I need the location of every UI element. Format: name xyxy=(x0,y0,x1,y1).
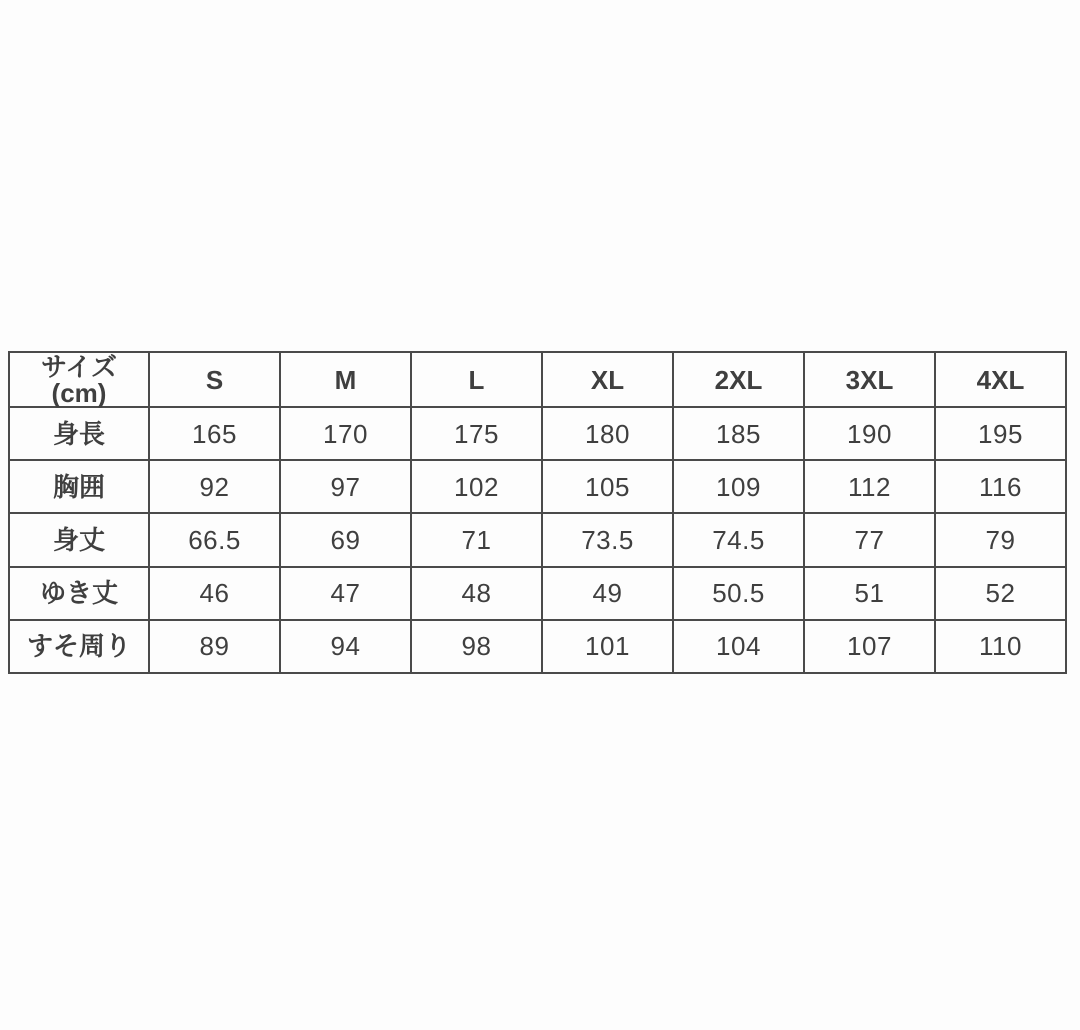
cell-chest-l: 102 xyxy=(411,460,542,513)
header-cell-size-unit: サイズ (cm) xyxy=(9,352,149,407)
table-row-hem xyxy=(9,620,1066,673)
row-label-chest: 胸囲 xyxy=(9,460,149,513)
cell-chest-s: 92 xyxy=(149,460,280,513)
size-chart-table xyxy=(8,351,1067,674)
cell-hem-l: 98 xyxy=(411,620,542,673)
cell-hem-s: 89 xyxy=(149,620,280,673)
cell-body-length-xl: 73.5 xyxy=(542,513,673,566)
row-label-body-length: 身丈 xyxy=(9,513,149,566)
cell-height-xl: 180 xyxy=(542,407,673,460)
cell-hem-xl: 101 xyxy=(542,620,673,673)
table-row-sleeve-length xyxy=(9,567,1066,620)
header-cell-size-xl: XL xyxy=(542,352,673,407)
table-row-body-length xyxy=(9,513,1066,566)
row-label-hem: すそ周り xyxy=(9,620,149,673)
cell-sleeve-length-m: 47 xyxy=(280,567,411,620)
table-row-height xyxy=(9,407,1066,460)
cell-chest-m: 97 xyxy=(280,460,411,513)
cell-height-4xl: 195 xyxy=(935,407,1066,460)
table-header-row xyxy=(9,352,1066,407)
cell-body-length-3xl: 77 xyxy=(804,513,935,566)
cell-height-m: 170 xyxy=(280,407,411,460)
cell-sleeve-length-xl: 49 xyxy=(542,567,673,620)
header-cell-size-s: S xyxy=(149,352,280,407)
cell-chest-xl: 105 xyxy=(542,460,673,513)
cell-body-length-2xl: 74.5 xyxy=(673,513,804,566)
cell-body-length-m: 69 xyxy=(280,513,411,566)
cell-body-length-l: 71 xyxy=(411,513,542,566)
cell-height-2xl: 185 xyxy=(673,407,804,460)
row-label-height: 身長 xyxy=(9,407,149,460)
cell-height-s: 165 xyxy=(149,407,280,460)
header-cell-size-l: L xyxy=(411,352,542,407)
row-label-sleeve-length: ゆき丈 xyxy=(9,567,149,620)
cell-hem-2xl: 104 xyxy=(673,620,804,673)
cell-sleeve-length-l: 48 xyxy=(411,567,542,620)
header-cell-size-m: M xyxy=(280,352,411,407)
header-cell-size-4xl: 4XL xyxy=(935,352,1066,407)
cell-chest-2xl: 109 xyxy=(673,460,804,513)
cell-height-l: 175 xyxy=(411,407,542,460)
cell-hem-4xl: 110 xyxy=(935,620,1066,673)
cell-hem-3xl: 107 xyxy=(804,620,935,673)
header-cell-size-3xl: 3XL xyxy=(804,352,935,407)
size-chart-container xyxy=(8,351,1067,674)
cell-sleeve-length-2xl: 50.5 xyxy=(673,567,804,620)
cell-body-length-s: 66.5 xyxy=(149,513,280,566)
cell-height-3xl: 190 xyxy=(804,407,935,460)
cell-chest-4xl: 116 xyxy=(935,460,1066,513)
cell-body-length-4xl: 79 xyxy=(935,513,1066,566)
cell-sleeve-length-3xl: 51 xyxy=(804,567,935,620)
cell-sleeve-length-4xl: 52 xyxy=(935,567,1066,620)
header-cell-size-2xl: 2XL xyxy=(673,352,804,407)
cell-hem-m: 94 xyxy=(280,620,411,673)
cell-chest-3xl: 112 xyxy=(804,460,935,513)
table-row-chest xyxy=(9,460,1066,513)
cell-sleeve-length-s: 46 xyxy=(149,567,280,620)
